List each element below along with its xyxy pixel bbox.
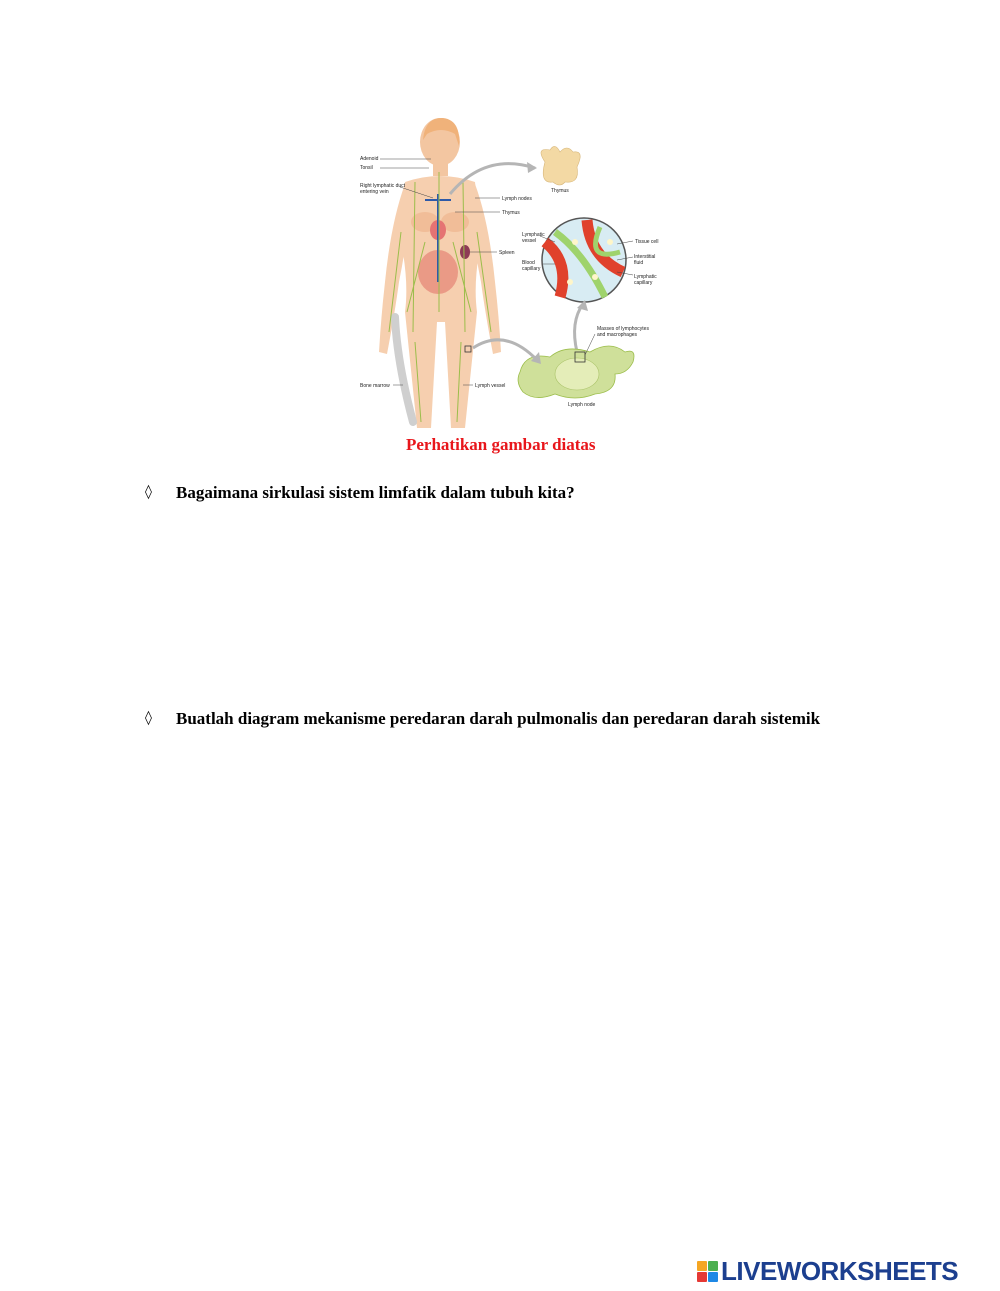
label-lymph-node: Lymph node (568, 402, 596, 408)
label-interstitial-fluid: Interstitial (634, 254, 656, 260)
label-spleen: Spleen (499, 250, 515, 256)
question-2-text: Buatlah diagram mekanisme peredaran darah pulmonalis dan peredaran darah sistemik (176, 709, 821, 728)
label-thymus-body: Thymus (502, 210, 520, 216)
question-1-text: Bagaimana sirkulasi sistem limfatik dalam tubuh kita? (176, 483, 575, 502)
liveworksheets-logo-icon (697, 1261, 718, 1282)
label-lymphatic-vessel-line2: vessel (522, 238, 537, 244)
arrowhead-thymus (527, 162, 537, 173)
logo-tile-e (708, 1272, 718, 1282)
logo-tile-i (708, 1261, 718, 1271)
label-lymphatic-vessel: Lymphatic (522, 232, 545, 238)
arrow-to-capillary (575, 304, 583, 352)
label-lymph-vessel: Lymph vessel (475, 383, 506, 389)
diamond-bullet-icon: ◊ (145, 710, 152, 726)
label-interstitial-fluid-line2: fluid (634, 260, 644, 266)
lymph-node-illustration (518, 346, 634, 398)
label-lymph-nodes: Lymph nodes (502, 196, 532, 202)
label-blood-capillary-line2: capillary (522, 266, 541, 272)
label-adenoid: Adenoid (360, 156, 379, 162)
label-lymphatic-capillary-line2: capillary (634, 280, 653, 286)
question-2 (145, 707, 865, 730)
label-masses-lymphocytes: Masses of lymphocytes (597, 326, 649, 332)
diamond-bullet-icon: ◊ (145, 484, 152, 500)
label-tissue-cell: Tissue cell (635, 239, 659, 245)
label-right-lymphatic-duct: Right lymphatic duct (360, 183, 406, 189)
brand-wordmark: LIVEWORKSHEETS (721, 1255, 959, 1286)
capillary-magnified-view (542, 218, 626, 302)
label-bone-marrow: Bone marrow (360, 383, 390, 389)
figure-caption: Perhatikan gambar diatas (406, 435, 596, 454)
label-right-lymphatic-duct-line2: entering vein (360, 189, 389, 195)
thymus-illustration (541, 146, 580, 185)
question-1 (145, 481, 865, 504)
lymphatic-illustration (355, 112, 659, 432)
label-tonsil: Tonsil (360, 165, 373, 171)
logo-tile-v (697, 1272, 707, 1282)
arrow-to-lymph-node (473, 340, 537, 360)
label-thymus-top: Thymus (551, 188, 569, 194)
lymphatic-system-figure (355, 112, 659, 432)
label-lymphatic-capillary: Lymphatic (634, 274, 657, 280)
label-masses-lymphocytes-line2: and macrophages (597, 332, 638, 338)
human-body-silhouette (379, 118, 501, 428)
liveworksheets-brand[interactable] (697, 1256, 958, 1286)
logo-tile-l (697, 1261, 707, 1271)
label-blood-capillary: Blood (522, 260, 535, 266)
